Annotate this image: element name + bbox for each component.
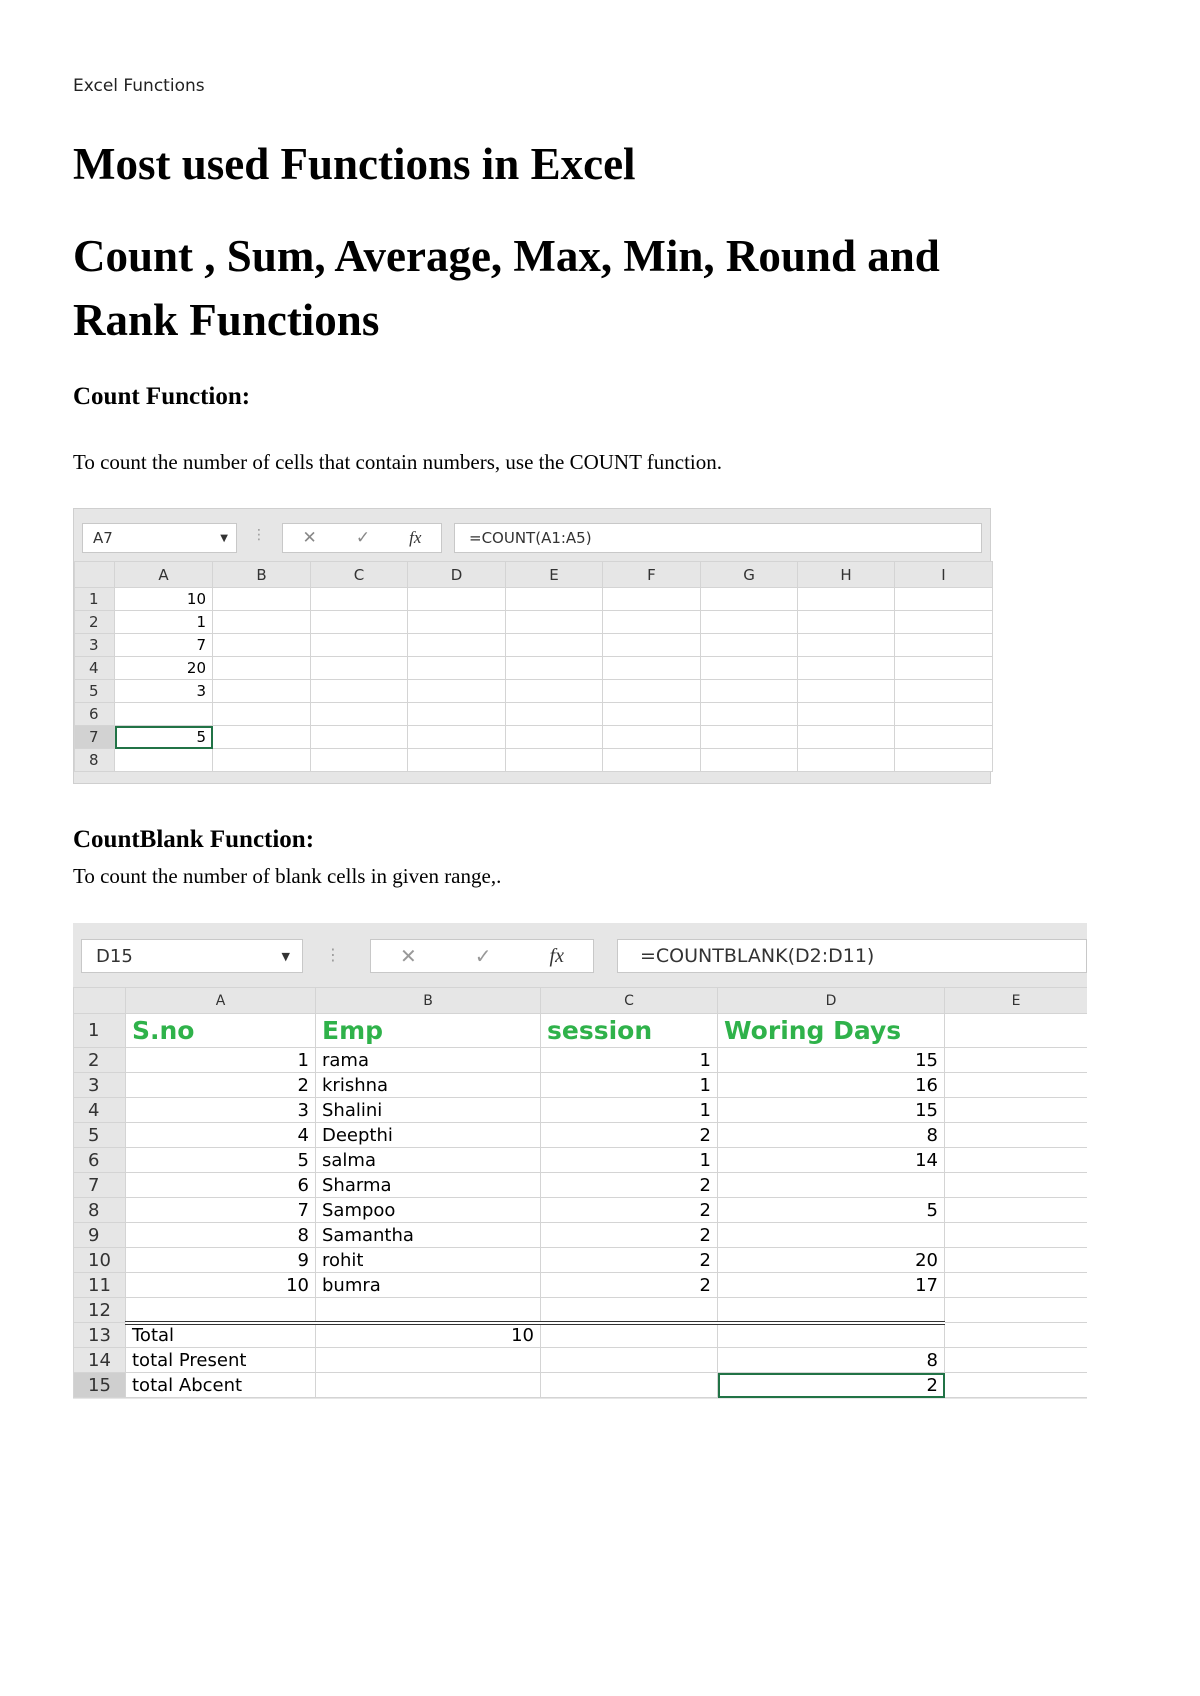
cell[interactable] (408, 703, 506, 726)
worksheet-grid (73, 987, 1087, 1398)
table-row (74, 1123, 1088, 1148)
column-header[interactable]: B (316, 988, 541, 1014)
cell[interactable]: 1 (541, 1148, 718, 1173)
cell[interactable]: bumra (316, 1273, 541, 1298)
header-cell-emp[interactable]: Emp (316, 1014, 541, 1048)
cell[interactable]: 15 (718, 1048, 945, 1073)
row-header[interactable]: 1 (75, 588, 115, 611)
cell[interactable] (701, 703, 798, 726)
cell[interactable] (718, 1298, 945, 1323)
cell[interactable]: 7 (115, 634, 213, 657)
row-header[interactable]: 5 (75, 680, 115, 703)
cell[interactable] (213, 749, 311, 772)
countblank-description: To count the number of blank cells in given range,. (73, 864, 502, 888)
cell[interactable]: Sampoo (316, 1198, 541, 1223)
cell[interactable] (213, 726, 311, 749)
column-header[interactable]: D (408, 562, 506, 588)
row-header[interactable]: 4 (75, 657, 115, 680)
table-row (74, 1148, 1088, 1173)
cell[interactable] (945, 1014, 1088, 1048)
table-row (75, 657, 993, 680)
subtitle-line1: Count , Sum, Average, Max, Min, Round and (73, 231, 940, 281)
cell[interactable]: 17 (718, 1273, 945, 1298)
cell[interactable]: 1 (115, 611, 213, 634)
cell[interactable] (798, 749, 895, 772)
column-header[interactable]: D (718, 988, 945, 1014)
summary-row (74, 1373, 1088, 1398)
cell[interactable] (701, 611, 798, 634)
formula-buttons (370, 939, 594, 973)
table-row (75, 588, 993, 611)
cell[interactable] (945, 1173, 1088, 1198)
cell[interactable] (541, 1323, 718, 1348)
table-row (74, 1273, 1088, 1298)
column-header[interactable]: E (945, 988, 1088, 1014)
cell[interactable] (213, 588, 311, 611)
cell[interactable] (506, 703, 603, 726)
cell[interactable]: 1 (126, 1048, 316, 1073)
table-row (74, 1098, 1088, 1123)
column-header[interactable]: A (126, 988, 316, 1014)
cell[interactable]: 16 (718, 1073, 945, 1098)
cell[interactable] (408, 680, 506, 703)
cell[interactable] (603, 634, 701, 657)
cell[interactable] (701, 680, 798, 703)
cell[interactable] (798, 726, 895, 749)
cell[interactable] (316, 1348, 541, 1373)
cell[interactable] (945, 1348, 1088, 1373)
table-header-row (74, 1014, 1088, 1048)
fx-icon[interactable]: fx (409, 528, 422, 547)
name-box[interactable] (82, 523, 237, 553)
cell[interactable]: 2 (541, 1223, 718, 1248)
column-header[interactable]: C (541, 988, 718, 1014)
row-header[interactable]: 6 (74, 1148, 126, 1173)
cell[interactable] (506, 611, 603, 634)
formula-buttons (282, 523, 442, 553)
cell[interactable]: 10 (115, 588, 213, 611)
table-row (75, 611, 993, 634)
row-header[interactable]: 13 (74, 1323, 126, 1348)
cell[interactable] (316, 1373, 541, 1398)
cell[interactable] (945, 1148, 1088, 1173)
column-header[interactable]: B (213, 562, 311, 588)
table-row (74, 1173, 1088, 1198)
cell[interactable] (408, 634, 506, 657)
cell[interactable]: 1 (541, 1073, 718, 1098)
formula-input[interactable]: =COUNTBLANK(D2:D11) (617, 939, 1087, 973)
row-header[interactable]: 2 (75, 611, 115, 634)
row-header[interactable]: 3 (74, 1073, 126, 1098)
column-header-row (74, 988, 1088, 1014)
cell[interactable] (798, 657, 895, 680)
row-header[interactable]: 3 (75, 634, 115, 657)
cell[interactable]: 7 (126, 1198, 316, 1223)
countblank-excel-screenshot (73, 923, 1087, 1399)
cell[interactable] (506, 588, 603, 611)
summary-row (74, 1348, 1088, 1373)
table-row (74, 1073, 1088, 1098)
cell[interactable]: Sharma (316, 1173, 541, 1198)
cell[interactable] (506, 680, 603, 703)
cell[interactable] (895, 634, 993, 657)
column-header[interactable]: I (895, 562, 993, 588)
cell[interactable]: 6 (126, 1173, 316, 1198)
cell[interactable] (895, 749, 993, 772)
cell[interactable] (603, 726, 701, 749)
cell[interactable] (311, 680, 408, 703)
count-excel-screenshot (73, 508, 991, 784)
table-row (75, 749, 993, 772)
cell[interactable] (213, 611, 311, 634)
row-header[interactable]: 5 (74, 1123, 126, 1148)
cell[interactable] (945, 1323, 1088, 1348)
column-header[interactable]: E (506, 562, 603, 588)
row-header[interactable]: 4 (74, 1098, 126, 1123)
cell[interactable]: Deepthi (316, 1123, 541, 1148)
cell[interactable]: Shalini (316, 1098, 541, 1123)
cell[interactable] (213, 657, 311, 680)
dropdown-icon: ▼ (281, 949, 290, 963)
cell[interactable] (945, 1123, 1088, 1148)
cell[interactable]: salma (316, 1148, 541, 1173)
header-cell-sno[interactable]: S.no (126, 1014, 316, 1048)
cell[interactable] (945, 1073, 1088, 1098)
cell[interactable] (718, 1173, 945, 1198)
row-header[interactable]: 9 (74, 1223, 126, 1248)
cancel-icon[interactable]: ✕ (302, 528, 317, 548)
cell[interactable] (603, 611, 701, 634)
row-header[interactable]: 2 (74, 1048, 126, 1073)
cell[interactable]: rama (316, 1048, 541, 1073)
cell[interactable] (798, 680, 895, 703)
column-header[interactable]: G (701, 562, 798, 588)
cell[interactable] (541, 1348, 718, 1373)
cell[interactable] (603, 588, 701, 611)
cell[interactable] (541, 1373, 718, 1398)
cell[interactable]: 10 (126, 1273, 316, 1298)
cell[interactable] (311, 749, 408, 772)
row-header[interactable]: 1 (74, 1014, 126, 1048)
cell[interactable] (506, 634, 603, 657)
cell[interactable]: Samantha (316, 1223, 541, 1248)
table-row (74, 1248, 1088, 1273)
count-heading: Count Function: (73, 383, 251, 410)
table-row (74, 1223, 1088, 1248)
row-header[interactable]: 15 (74, 1373, 126, 1398)
row-header[interactable]: 10 (74, 1248, 126, 1273)
column-header[interactable]: A (115, 562, 213, 588)
cell[interactable]: 2 (541, 1273, 718, 1298)
cell[interactable] (316, 1298, 541, 1323)
name-box[interactable] (81, 939, 303, 973)
cell[interactable] (798, 703, 895, 726)
cell[interactable] (408, 611, 506, 634)
column-header-row (75, 562, 993, 588)
header-cell-working-days[interactable]: Woring Days (718, 1014, 945, 1048)
cell[interactable] (895, 703, 993, 726)
cell[interactable] (603, 749, 701, 772)
cell[interactable]: 2 (541, 1173, 718, 1198)
table-row (75, 726, 993, 749)
cell[interactable] (718, 1323, 945, 1348)
cell[interactable] (311, 588, 408, 611)
cell[interactable]: 9 (126, 1248, 316, 1273)
cell[interactable]: 4 (126, 1123, 316, 1148)
select-all-corner[interactable] (75, 562, 115, 588)
cell[interactable] (408, 749, 506, 772)
header-cell-session[interactable]: session (541, 1014, 718, 1048)
cell[interactable] (115, 703, 213, 726)
select-all-corner[interactable] (74, 988, 126, 1014)
cell[interactable]: 2 (541, 1198, 718, 1223)
document-header: Excel Functions (73, 76, 205, 96)
row-header[interactable]: 7 (74, 1173, 126, 1198)
cell[interactable] (945, 1298, 1088, 1323)
cell[interactable] (701, 657, 798, 680)
row-header[interactable]: 8 (75, 749, 115, 772)
row-header[interactable]: 14 (74, 1348, 126, 1373)
fx-icon[interactable]: fx (549, 944, 564, 967)
selected-cell[interactable]: 2 (718, 1373, 945, 1398)
cell[interactable] (895, 657, 993, 680)
cell[interactable] (701, 634, 798, 657)
cell[interactable] (603, 680, 701, 703)
cell[interactable] (603, 703, 701, 726)
cell[interactable] (895, 680, 993, 703)
row-header[interactable]: 6 (75, 703, 115, 726)
cell[interactable] (126, 1298, 316, 1323)
row-header[interactable]: 12 (74, 1298, 126, 1323)
cell[interactable] (603, 657, 701, 680)
cell[interactable] (945, 1248, 1088, 1273)
cell[interactable]: krishna (316, 1073, 541, 1098)
countblank-heading: CountBlank Function: (73, 826, 315, 853)
cell[interactable] (311, 726, 408, 749)
cell[interactable]: 8 (718, 1123, 945, 1148)
dropdown-icon: ▼ (220, 532, 228, 544)
cell[interactable] (115, 749, 213, 772)
cell[interactable] (798, 588, 895, 611)
cell[interactable] (945, 1273, 1088, 1298)
cell[interactable]: 1 (541, 1098, 718, 1123)
cancel-icon[interactable]: ✕ (400, 944, 417, 968)
summary-label[interactable]: total Abcent (126, 1373, 316, 1398)
cell[interactable] (408, 726, 506, 749)
cell[interactable]: 8 (126, 1223, 316, 1248)
cell[interactable] (408, 588, 506, 611)
cell[interactable] (213, 703, 311, 726)
cell[interactable] (408, 657, 506, 680)
formula-input[interactable]: =COUNT(A1:A5) (454, 523, 982, 553)
column-header[interactable]: H (798, 562, 895, 588)
cell[interactable] (701, 749, 798, 772)
confirm-icon[interactable]: ✓ (474, 944, 492, 968)
more-options-icon: ⋮ (252, 527, 266, 543)
cell[interactable] (311, 634, 408, 657)
cell[interactable]: 1 (541, 1048, 718, 1073)
table-row (74, 1298, 1088, 1323)
cell[interactable] (311, 703, 408, 726)
more-options-icon: ⋮ (325, 945, 341, 964)
cell[interactable] (945, 1223, 1088, 1248)
cell[interactable] (945, 1098, 1088, 1123)
subtitle-line2: Rank Functions (73, 295, 380, 345)
summary-label[interactable]: total Present (126, 1348, 316, 1373)
cell[interactable] (701, 588, 798, 611)
cell[interactable]: 15 (718, 1098, 945, 1123)
main-title: Most used Functions in Excel (73, 139, 636, 189)
summary-row (74, 1323, 1088, 1348)
cell[interactable]: 3 (126, 1098, 316, 1123)
cell[interactable]: 2 (126, 1073, 316, 1098)
confirm-icon[interactable]: ✓ (355, 528, 371, 548)
cell[interactable] (718, 1223, 945, 1248)
cell[interactable] (895, 726, 993, 749)
cell[interactable]: 3 (115, 680, 213, 703)
cell[interactable]: 2 (541, 1248, 718, 1273)
cell[interactable]: rohit (316, 1248, 541, 1273)
cell[interactable] (798, 634, 895, 657)
cell[interactable] (701, 726, 798, 749)
cell[interactable] (798, 611, 895, 634)
cell[interactable] (311, 611, 408, 634)
cell[interactable] (945, 1373, 1088, 1398)
worksheet-grid (74, 561, 993, 772)
summary-label[interactable]: Total (126, 1323, 316, 1348)
cell[interactable]: 5 (718, 1198, 945, 1223)
cell[interactable]: 2 (541, 1123, 718, 1148)
count-description: To count the number of cells that contain numbers, use the COUNT function. (73, 450, 723, 474)
table-row (75, 680, 993, 703)
cell[interactable] (895, 611, 993, 634)
cell[interactable] (945, 1048, 1088, 1073)
table-row (74, 1198, 1088, 1223)
cell[interactable]: 14 (718, 1148, 945, 1173)
row-header[interactable]: 7 (75, 726, 115, 749)
selected-cell[interactable]: 5 (115, 726, 213, 749)
cell[interactable] (506, 726, 603, 749)
name-box-value: A7 (93, 529, 113, 547)
table-row (74, 1048, 1088, 1073)
column-header[interactable]: F (603, 562, 701, 588)
cell[interactable]: 20 (115, 657, 213, 680)
cell[interactable]: 8 (718, 1348, 945, 1373)
row-header[interactable]: 11 (74, 1273, 126, 1298)
cell[interactable] (895, 588, 993, 611)
cell[interactable]: 10 (316, 1323, 541, 1348)
table-row (75, 634, 993, 657)
cell[interactable] (945, 1198, 1088, 1223)
cell[interactable] (506, 657, 603, 680)
row-header[interactable]: 8 (74, 1198, 126, 1223)
cell[interactable] (213, 680, 311, 703)
cell[interactable] (506, 749, 603, 772)
column-header[interactable]: C (311, 562, 408, 588)
cell[interactable] (311, 657, 408, 680)
cell[interactable] (213, 634, 311, 657)
cell[interactable] (541, 1298, 718, 1323)
cell[interactable]: 20 (718, 1248, 945, 1273)
cell[interactable]: 5 (126, 1148, 316, 1173)
table-row (75, 703, 993, 726)
name-box-value: D15 (96, 945, 133, 967)
